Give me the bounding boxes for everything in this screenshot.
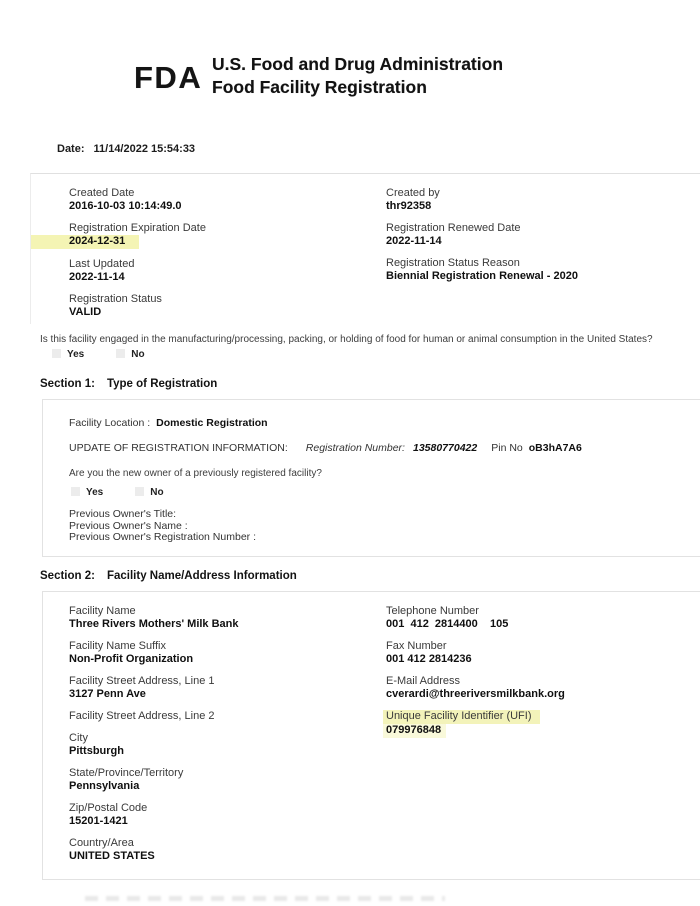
yes-checkbox [52, 349, 61, 358]
yes-label: Yes [86, 487, 104, 498]
document-title-line2: Food Facility Registration [212, 77, 427, 97]
yes-label: Yes [67, 349, 85, 360]
field-created-by [386, 187, 700, 213]
section2-heading-title: Facility Name/Address Information [106, 570, 297, 582]
field-label: State/Province/Territory [69, 767, 184, 779]
field-value: 2022-11-14 [386, 235, 442, 247]
field-created-date [69, 187, 386, 213]
field-unique-facility-identifier [386, 710, 700, 738]
field-label: City [69, 732, 88, 744]
facility-location-value: Domestic Registration [156, 417, 268, 429]
section2-body [42, 591, 700, 880]
field-zip-code [69, 802, 386, 828]
previous-owner-reg-number-line: Previous Owner's Registration Number : [69, 531, 256, 543]
field-value: 001 412 2814400 105 [386, 618, 509, 630]
field-label: Registration Renewed Date [386, 222, 521, 234]
no-label: No [131, 349, 145, 360]
document-title [212, 53, 503, 99]
update-registration-line [69, 442, 700, 455]
field-label: Facility Street Address, Line 1 [69, 675, 215, 687]
field-label: Country/Area [69, 837, 134, 849]
field-value: 3127 Penn Ave [69, 688, 146, 700]
page-cutoff-artifact [85, 896, 445, 901]
field-label: Registration Status [69, 293, 162, 305]
field-city [69, 732, 386, 758]
field-value: Three Rivers Mothers' Milk Bank [69, 618, 239, 630]
field-value: Biennial Registration Renewal - 2020 [386, 270, 578, 282]
field-label: Last Updated [69, 258, 135, 270]
section2-heading [40, 570, 297, 582]
field-value-highlighted: 2024-12-31 [31, 235, 139, 249]
field-value: Pennsylvania [69, 780, 140, 792]
section1-heading [40, 378, 217, 390]
field-registration-status-reason [386, 257, 700, 283]
field-label: Fax Number [386, 640, 447, 652]
date-label: Date: [57, 143, 85, 155]
field-fax-number [386, 640, 700, 666]
field-value: 2016-10-03 10:14:49.0 [69, 200, 182, 212]
field-label: Facility Name Suffix [69, 640, 166, 652]
new-owner-answer-row [71, 487, 700, 498]
yes-checkbox [71, 487, 80, 496]
field-label: Registration Expiration Date [69, 222, 206, 234]
field-value: thr92358 [386, 200, 432, 212]
field-label: E-Mail Address [386, 675, 460, 687]
metadata-left-column [69, 187, 386, 324]
field-value: cverardi@threeriversmilkbank.org [386, 688, 565, 700]
field-value: 001 412 2814236 [386, 653, 472, 665]
facility-location-label: Facility Location : [69, 417, 151, 429]
engagement-answer-row [52, 349, 145, 360]
field-label-highlighted: Unique Facility Identifier (UFI) [383, 710, 540, 724]
section2-heading-number: Section 2: [40, 570, 95, 582]
section1-heading-title: Type of Registration [106, 378, 218, 390]
engagement-question: Is this facility engaged in the manufacturing/processing, packing, or holding of food for human or animal consumption in the United States? [40, 334, 653, 345]
registration-number-label: Registration Number: [305, 442, 405, 454]
new-owner-question: Are you the new owner of a previously registered facility? [69, 468, 322, 479]
fda-logo: FDA [134, 60, 203, 95]
field-registration-status [69, 293, 386, 319]
field-label: Facility Name [69, 605, 136, 617]
field-label: Telephone Number [386, 605, 479, 617]
field-value: VALID [69, 306, 102, 318]
field-registration-expiration-date [69, 222, 386, 249]
field-email-address [386, 675, 700, 701]
field-value: 2022-11-14 [69, 271, 125, 283]
no-label: No [150, 487, 164, 498]
no-checkbox [116, 349, 125, 358]
registration-number-value: 13580770422 [412, 442, 478, 454]
pin-number-label: Pin No [491, 442, 523, 454]
registration-metadata-section [30, 173, 700, 324]
address-left-column [69, 605, 386, 879]
field-label: Created Date [69, 187, 135, 199]
previous-owner-title-line: Previous Owner's Title: [69, 508, 177, 520]
section1-body [42, 399, 700, 557]
document-title-line1: U.S. Food and Drug Administration [212, 54, 504, 74]
no-checkbox [135, 487, 144, 496]
field-street-address-line2 [69, 710, 386, 723]
field-value: 15201-1421 [69, 815, 128, 827]
field-facility-name-suffix [69, 640, 386, 666]
pin-number-value: oB3hA7A6 [528, 442, 582, 454]
metadata-right-column [386, 187, 700, 324]
field-state-province [69, 767, 386, 793]
print-date-line [57, 143, 195, 155]
field-value-highlighted: 079976848 [383, 724, 446, 738]
field-value: UNITED STATES [69, 850, 155, 862]
field-label: Created by [386, 187, 440, 199]
field-label: Zip/Postal Code [69, 802, 148, 814]
field-telephone-number [386, 605, 700, 631]
field-last-updated [69, 258, 386, 284]
field-street-address-line1 [69, 675, 386, 701]
field-label: Registration Status Reason [386, 257, 520, 269]
previous-owner-name-line: Previous Owner's Name : [69, 519, 188, 532]
field-facility-name [69, 605, 386, 631]
date-value: 11/14/2022 15:54:33 [93, 143, 196, 155]
facility-location-line [69, 417, 700, 430]
field-value: Pittsburgh [69, 745, 124, 757]
section1-heading-number: Section 1: [40, 378, 95, 390]
field-registration-renewed-date [386, 222, 700, 248]
field-label: Facility Street Address, Line 2 [69, 710, 215, 722]
contact-right-column [386, 605, 700, 879]
update-registration-label: UPDATE OF REGISTRATION INFORMATION: [69, 442, 288, 454]
field-value: Non-Profit Organization [69, 653, 194, 665]
field-country [69, 837, 386, 863]
